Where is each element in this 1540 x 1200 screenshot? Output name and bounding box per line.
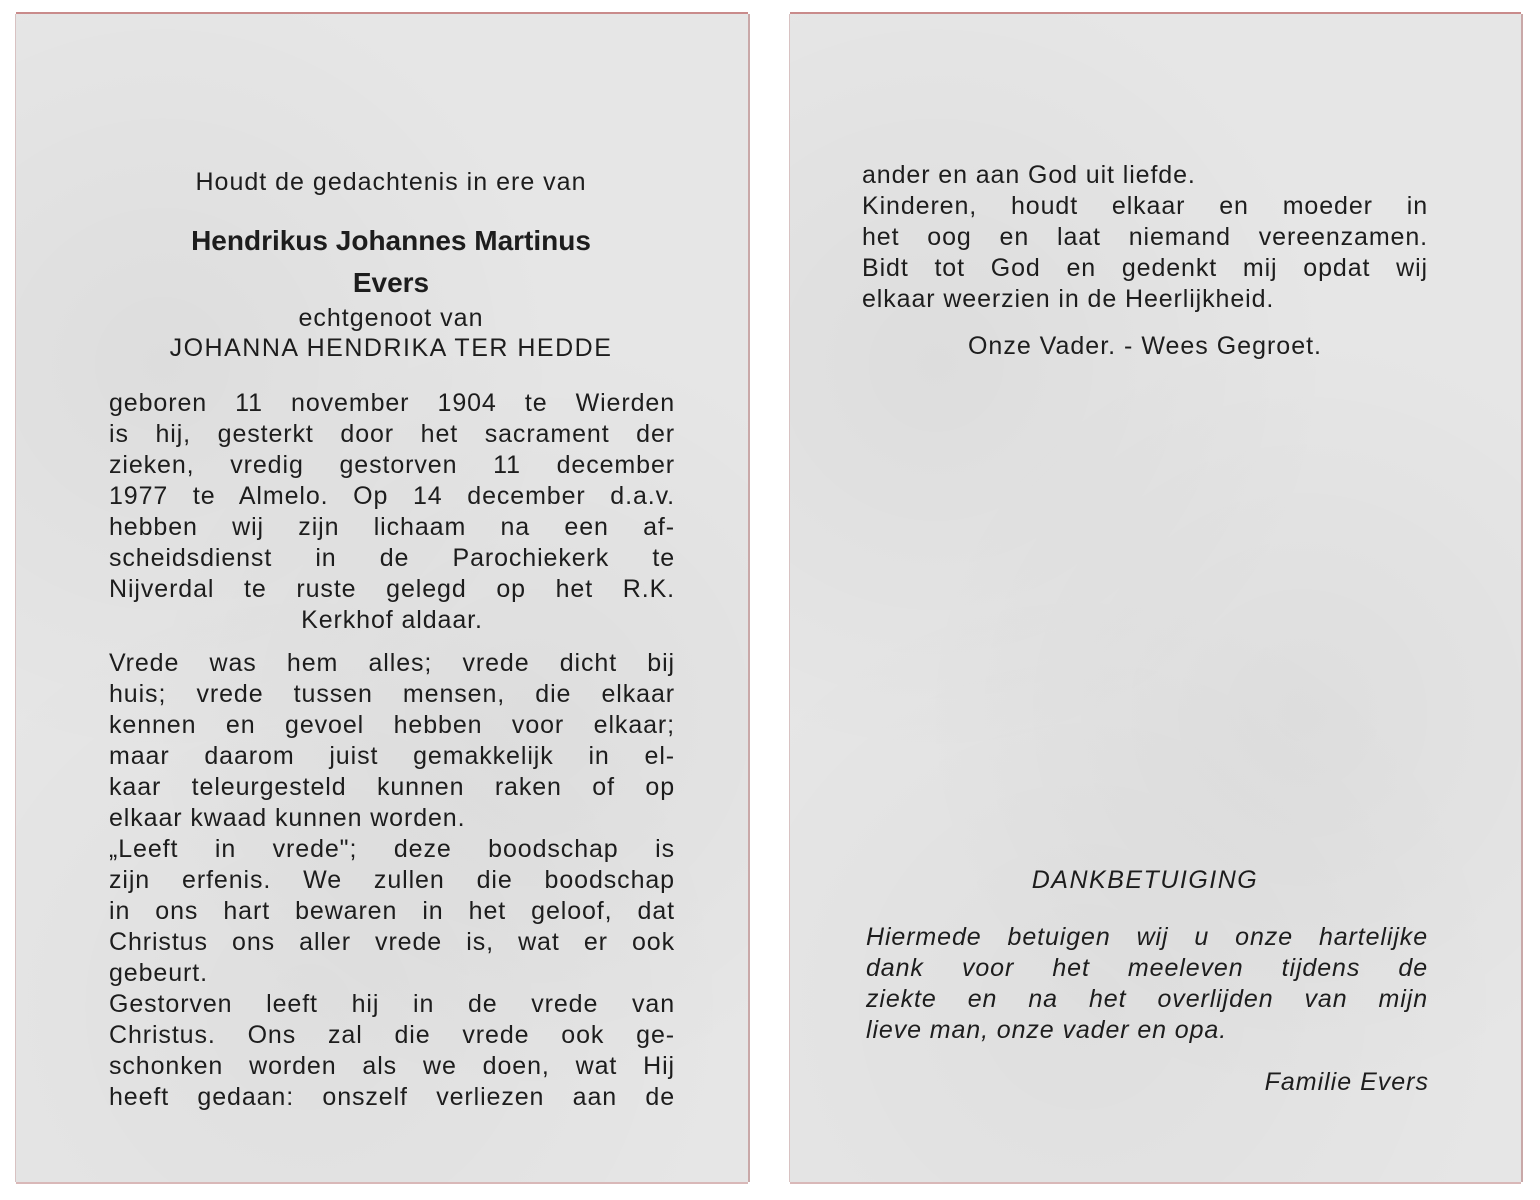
thanks-heading: DANKBETUIGING [1031,866,1259,894]
reflection-paragraph [109,648,675,1113]
continuation-line: Kinderen, houdt elkaar en moeder in [862,192,1428,220]
bio-line: scheidsdienst in de Parochiekerk te [109,544,675,572]
poem-line: schonken worden als we doen, wat Hij [109,1052,675,1080]
continuation-line: het oog en laat niemand vereenzamen. [862,223,1428,251]
prayer-line: Onze Vader. - Wees Gegroet. [967,332,1322,360]
deceased-name-line2: Evers [352,267,430,298]
continuation-line: Bidt tot God en gedenkt mij opdat wij [862,254,1428,282]
poem-line: maar daarom juist gemakkelijk in el- [109,742,675,770]
memorial-card-back [790,14,1521,1182]
card-edge-top [790,12,1521,14]
card-edge-top [16,12,748,14]
poem-line: „Leeft in vrede"; deze boodschap is [109,835,675,863]
bio-line: hebben wij zijn lichaam na een af- [109,513,675,541]
poem-line: gebeurt. [109,959,208,987]
deceased-name [126,220,656,304]
poem-line: zijn erfenis. We zullen die boodschap [109,866,675,894]
thanks-line: dank voor het meeleven tijdens de [866,954,1428,982]
biography-paragraph [109,388,675,636]
thanks-line: lieve man, onze vader en opa. [866,1016,1228,1044]
continuation-line: elkaar weerzien in de Heerlijkheid. [862,285,1275,313]
thanks-line: Hiermede betuigen wij u onze hartelijke [866,923,1428,951]
spouse-name: JOHANNA HENDRIKA TER HEDDE [169,334,613,362]
poem-line: elkaar kwaad kunnen worden. [109,804,466,832]
poem-line: Gestorven leeft hij in de vrede van [109,990,675,1018]
deceased-name-line1: Hendrikus Johannes Martinus [191,225,591,256]
card-edge-bottom [790,1182,1521,1184]
thanks-paragraph [866,922,1428,1046]
bio-line: zieken, vredig gestorven 11 december [109,451,675,479]
continuation-line: ander en aan God uit liefde. [862,161,1196,189]
continuation-paragraph [862,160,1428,315]
bio-line: Nijverdal te ruste gelegd op het R.K. [109,575,675,603]
bio-line: Kerkhof aldaar. [301,606,483,634]
poem-line: Christus. Ons zal die vrede ook ge- [109,1021,675,1049]
memorial-card-front [16,14,748,1182]
poem-line: heeft gedaan: onszelf verliezen aan de [109,1083,675,1111]
poem-line: huis; vrede tussen mensen, die elkaar [109,680,675,708]
bio-line: geboren 11 november 1904 te Wierden [109,389,675,417]
poem-line: Vrede was hem alles; vrede dicht bij [109,649,675,677]
spouse-label: echtgenoot van [298,304,484,332]
bio-line: 1977 te Almelo. Op 14 december d.a.v. [109,482,675,510]
family-signature: Familie Evers [1264,1068,1429,1096]
intro-text: Houdt de gedachtenis in ere van [195,168,587,196]
poem-line: kaar teleurgesteld kunnen raken of op [109,773,675,801]
poem-line: kennen en gevoel hebben voor elkaar; [109,711,675,739]
poem-line: Christus ons aller vrede is, wat er ook [109,928,675,956]
bio-line: is hij, gesterkt door het sacrament der [109,420,675,448]
card-edge-bottom [16,1182,748,1184]
thanks-line: ziekte en na het overlijden van mijn [866,985,1428,1013]
poem-line: in ons hart bewaren in het geloof, dat [109,897,675,925]
